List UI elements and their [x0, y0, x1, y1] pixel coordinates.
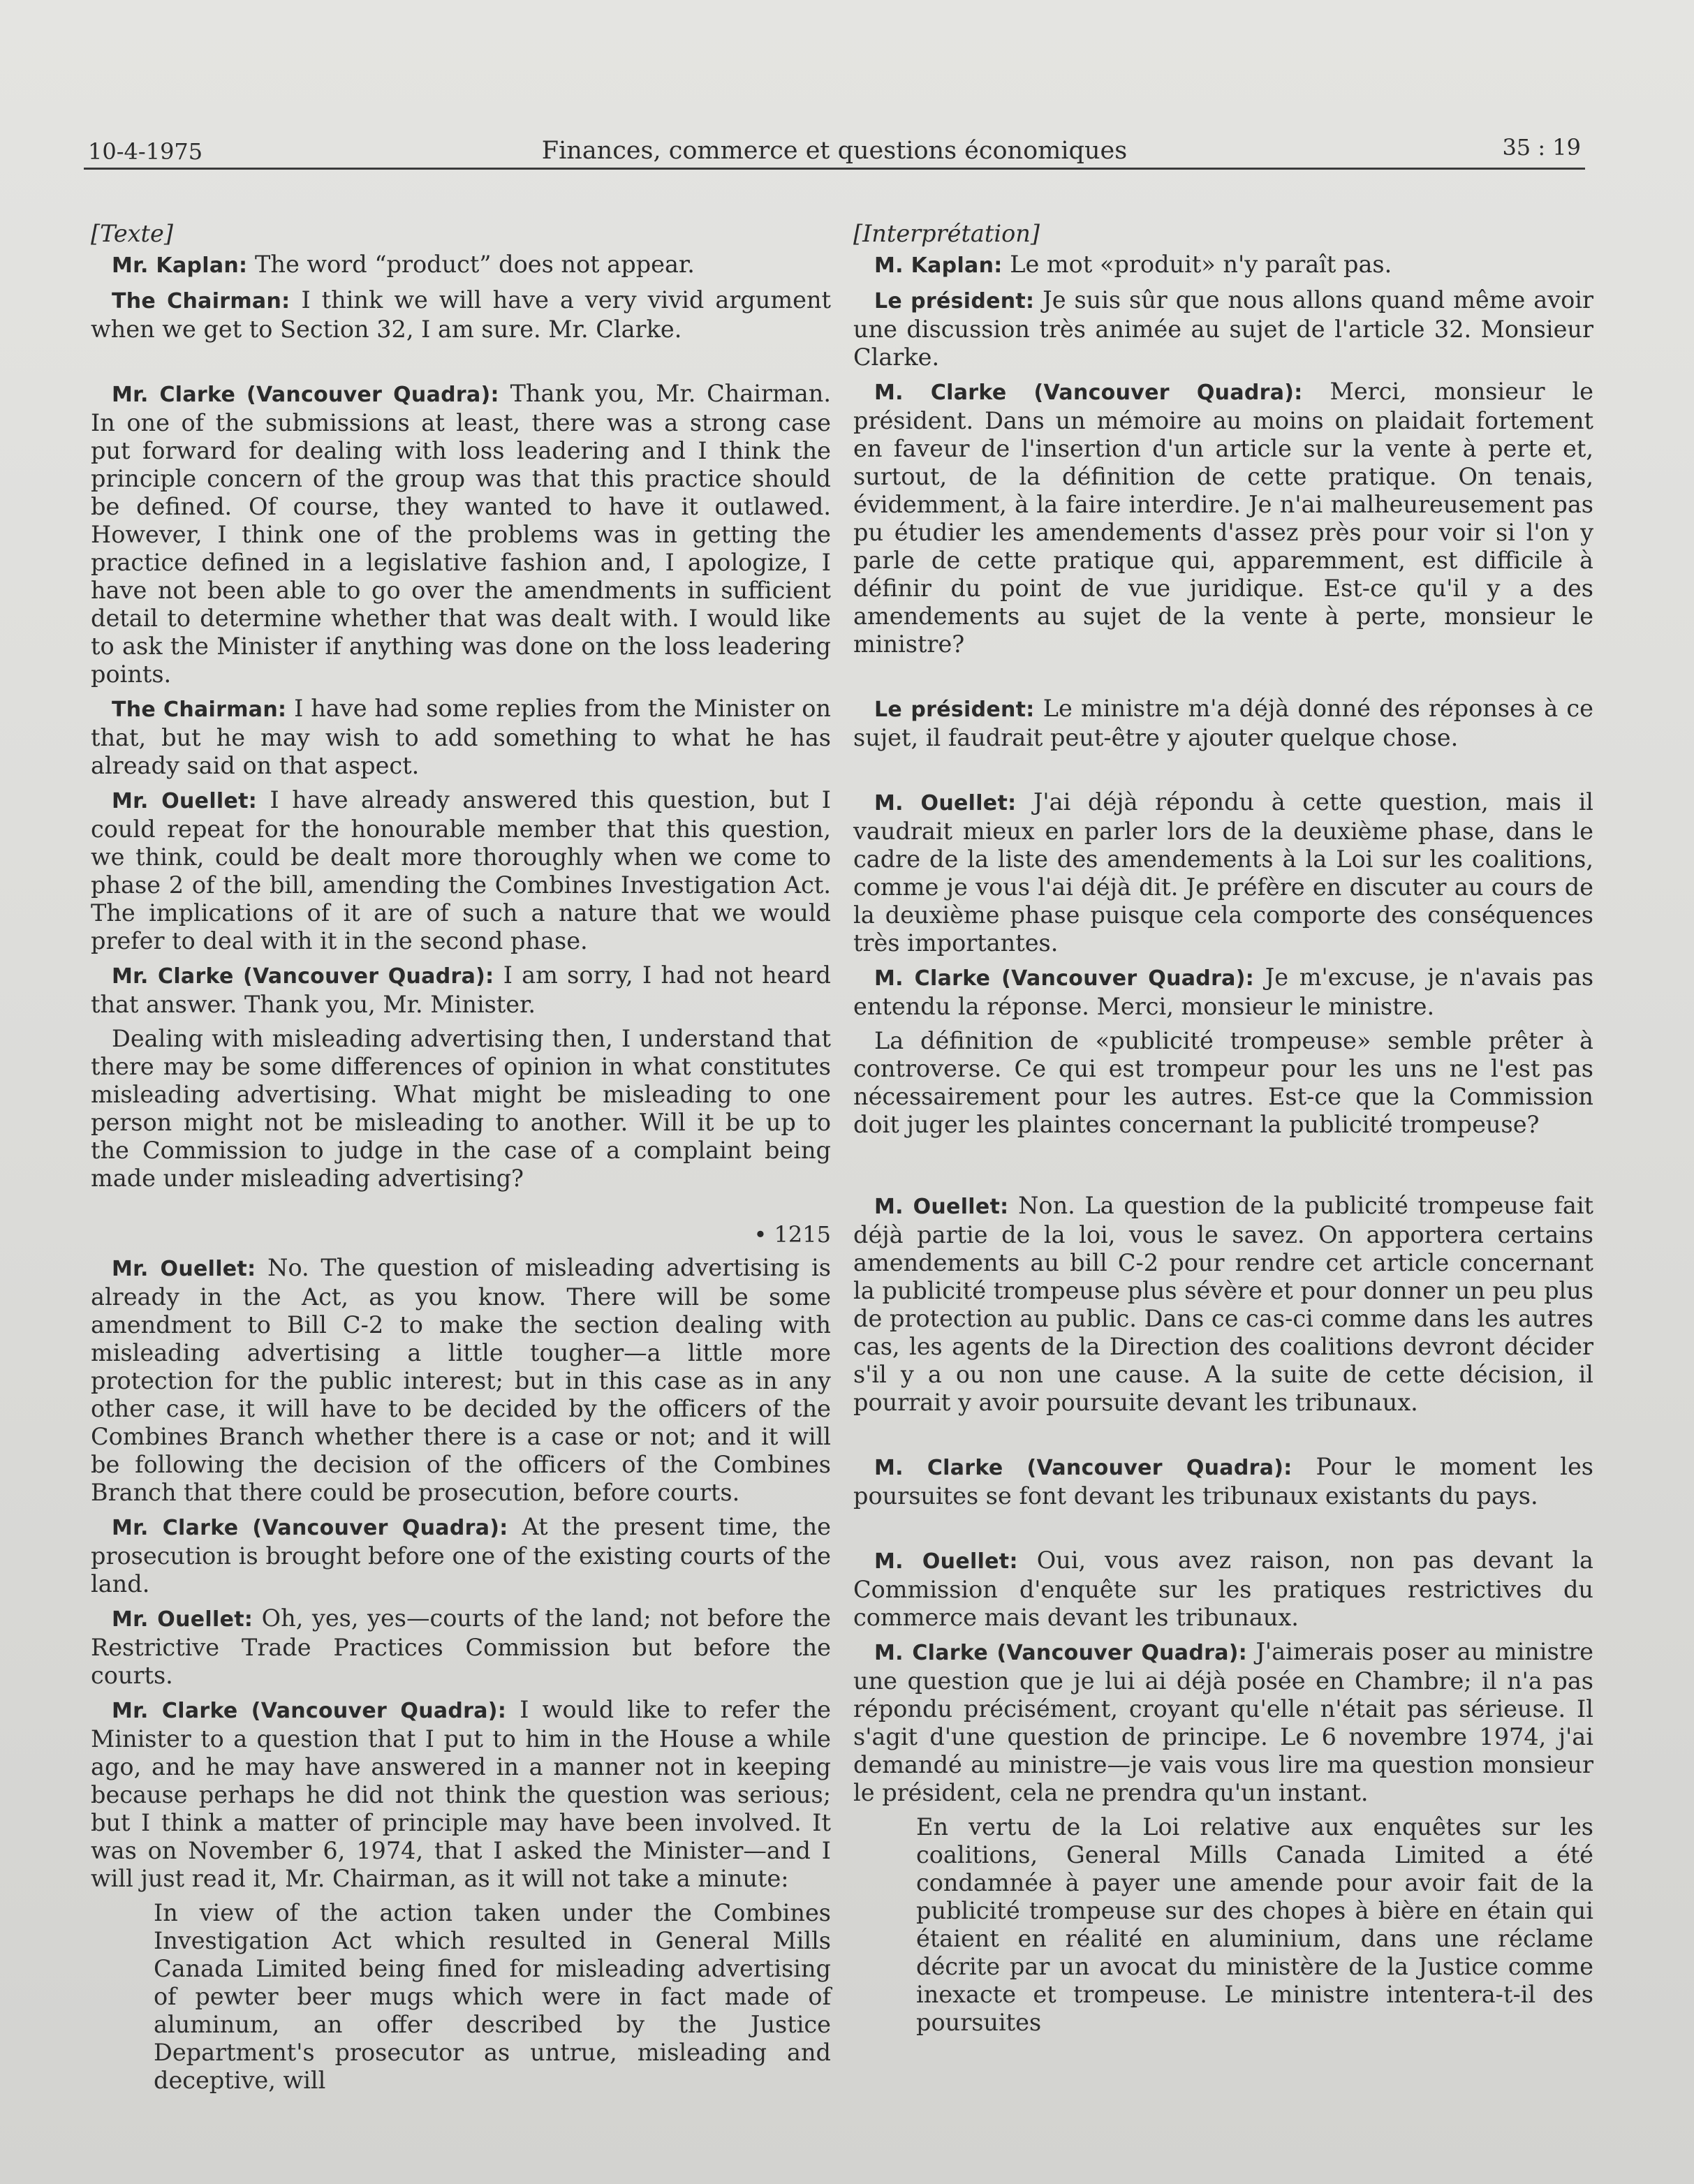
- paragraph: [853, 695, 1593, 752]
- speaker-name: M. Clarke (Vancouver Quadra):: [874, 1456, 1292, 1480]
- page-header: [84, 126, 1585, 170]
- speaker-name: The Chairman:: [112, 289, 290, 313]
- speaker-name: M. Ouellet:: [874, 791, 1017, 816]
- speech-text: Merci, monsieur le président. Dans un mémoire au moins on plaidait fortement en faveur de l'insertion d'un article sur la vente à perte et, surtout, de la définition de cette pratique. On tenais, évidemment, à la faire interdire. Je n'ai malheureusement pas pu étudier les amendements d'assez près pour voir si l'on y parle de cette pratique qui, apparemment, est difficile à définir du point de vue juridique. Est-ce qu'il y a des amendements au sujet de la vente à perte, monsieur le ministre?: [853, 378, 1593, 658]
- speech-text: No. The question of misleading advertising is already in the Act, as you know. There will be some amendment to Bill C-2 to make the section dealing with misleading advertising a little tougher—a little more protection for the public interest; but in this case as in any other case, it will have to be decided by the officers of the Combines Branch whether there is a case or not; and it will be following the decision of the officers of the Combines Branch that there could be prosecution, before courts.: [91, 1254, 831, 1506]
- paragraph: Dealing with misleading advertising then, I understand that there may be some differences of opinion in what constitutes misleading advertising. What might be misleading to one person might not be misleading to another. Will it be up to the Commission to judge in the case of a complaint being made under misleading advertising?: [91, 1025, 831, 1192]
- speech-text: Oui, vous avez raison, non pas devant la Commission d'enquête sur les pratiques restrictives du commerce mais devant les tribunaux.: [853, 1547, 1594, 1631]
- paragraph: [853, 1192, 1593, 1417]
- speaker-name: Mr. Clarke (Vancouver Quadra):: [112, 964, 494, 989]
- paragraph: [91, 1696, 831, 1893]
- speaker-name: The Chairman:: [112, 698, 287, 722]
- speech-text: I am sorry, I had not heard that answer. Thank you, Mr. Minister.: [91, 961, 831, 1018]
- speaker-name: Mr. Clarke (Vancouver Quadra):: [112, 1699, 507, 1723]
- paragraph: [853, 1638, 1593, 1807]
- header-date: 10-4-1975: [88, 138, 203, 165]
- paragraph: [853, 1453, 1593, 1510]
- paragraph: [91, 695, 831, 780]
- speech-text: J'aimerais poser au ministre une question que je lui ai déjà posée en Chambre; il n'a pas répondu précisément, croyant qu'elle n'était pas sérieuse. Il s'agit d'une question de principe. Le 6 novembre 1974, j'ai demandé au ministre—je vais vous lire ma question monsieur le président, cela ne prendra qu'un instant.: [853, 1638, 1593, 1806]
- paragraph: La définition de «publicité trompeuse» semble prêter à controverse. Ce qui est trompeur pour les uns ne l'est pas nécessairement pour les autres. Est-ce que la Commission doit juger les plaintes concernant la publicité trompeuse?: [853, 1027, 1593, 1138]
- paragraph: [91, 1254, 831, 1507]
- paragraph: [91, 380, 831, 688]
- speech-text: I think we will have a very vivid argument when we get to Section 32, I am sure. Mr. Clarke.: [91, 286, 831, 343]
- section-tag: [Texte]: [91, 220, 173, 247]
- speaker-name: M. Kaplan:: [874, 253, 1003, 278]
- speech-text: Je suis sûr que nous allons quand même avoir une discussion très animée au sujet de l'article 32. Monsieur Clarke.: [853, 286, 1593, 371]
- speech-text: I have had some replies from the Minister on that, but he may wish to add something to what he has already said on that aspect.: [91, 695, 831, 779]
- paragraph: [91, 1513, 831, 1598]
- french-column: [853, 220, 1593, 2044]
- speaker-name: Mr. Ouellet:: [112, 789, 258, 813]
- speech-text: Le mot «produit» n'y paraît pas.: [1002, 251, 1392, 278]
- paragraph: [853, 286, 1593, 371]
- speaker-name: Mr. Ouellet:: [112, 1607, 253, 1632]
- header-page-number: 35 : 19: [1502, 134, 1581, 161]
- speaker-name: Le président:: [874, 289, 1035, 313]
- speech-text: Thank you, Mr. Chairman. In one of the submissions at least, there was a strong case put forward for dealing with loss leadering and I think the principle concern of the group was that this practice should be defined. Of course, they wanted to have it outlawed. However, I think one of the problems was in getting the practice defined in a legislative fashion and, I apologize, I have not been able to go over the amendments in sufficient detail to determine whether that was dealt with. I would like to ask the Minister if anything was done on the loss leadering points.: [91, 380, 831, 688]
- paragraph: [91, 286, 831, 344]
- speaker-name: Mr. Clarke (Vancouver Quadra):: [112, 1516, 508, 1540]
- speaker-name: M. Clarke (Vancouver Quadra):: [874, 1641, 1248, 1665]
- speech-text: Non. La question de la publicité trompeuse fait déjà partie de la loi, vous le savez. On apportera certains amendements au bill C-2 pour rendre cet article concernant la publicité trompeuse plus sévère et pour donner un peu plus de protection au public. Dans ce cas-ci comme dans les autres cas, les agents de la Direction des coalitions devront décider s'il y a ou non une cause. A la suite de cette décision, il pourrait y avoir poursuite devant les tribunaux.: [853, 1192, 1594, 1416]
- speech-text: Pour le moment les poursuites se font devant les tribunaux existants du pays.: [853, 1453, 1594, 1510]
- paragraph: [91, 251, 831, 280]
- paragraph: [853, 378, 1593, 658]
- paragraph: [853, 1547, 1593, 1632]
- speech-text: J'ai déjà répondu à cette question, mais il vaudrait mieux en parler lors de la deuxième phase, dans le cadre de la liste des amendements à la Loi sur les coalitions, comme je vous l'ai déjà dit. Je préfère en discuter au cours de la deuxième phase puisque cela comporte des conséquences très importantes.: [853, 788, 1594, 957]
- header-title: Finances, commerce et questions économiques: [541, 137, 1128, 165]
- speaker-name: Mr. Kaplan:: [112, 253, 248, 278]
- speech-text: I have already answered this question, but I could repeat for the honourable member that this question, we think, could be dealt more thoroughly when we come to phase 2 of the bill, amending the Combines Investigation Act. The implications of it are of such a nature that we would prefer to deal with it in the second phase.: [91, 786, 831, 954]
- speech-text: The word “product” does not appear.: [247, 251, 695, 278]
- paragraph: [91, 1604, 831, 1690]
- paragraph: [91, 786, 831, 955]
- paragraph: [91, 961, 831, 1019]
- paragraph: [853, 251, 1593, 280]
- speech-text: Oh, yes, yes—courts of the land; not before the Restrictive Trade Practices Commission but before the courts.: [91, 1604, 831, 1689]
- speaker-name: M. Clarke (Vancouver Quadra):: [874, 381, 1303, 405]
- section-tag: [Interprétation]: [853, 220, 1040, 247]
- english-column: [91, 220, 831, 2102]
- block-quote: In view of the action taken under the Combines Investigation Act which resulted in General Mills Canada Limited being fined for misleading advertising of pewter beer mugs which were in fact made of aluminum, an offer described by the Justice Department's prosecutor as untrue, misleading and deceptive, will: [154, 1899, 831, 2094]
- speaker-name: Le président:: [874, 698, 1035, 722]
- speaker-name: M. Clarke (Vancouver Quadra):: [874, 966, 1255, 991]
- speaker-name: Mr. Clarke (Vancouver Quadra):: [112, 383, 499, 407]
- speaker-name: M. Ouellet:: [874, 1195, 1009, 1219]
- speech-text: Le ministre m'a déjà donné des réponses à ce sujet, il faudrait peut-être y ajouter quelque chose.: [853, 695, 1593, 751]
- time-marker: • 1215: [753, 1221, 831, 1248]
- speech-text: Je m'excuse, je n'avais pas entendu la réponse. Merci, monsieur le ministre.: [853, 964, 1594, 1020]
- paragraph: [853, 788, 1593, 957]
- speech-text: At the present time, the prosecution is brought before one of the existing courts of the land.: [91, 1513, 831, 1598]
- speaker-name: M. Ouellet:: [874, 1549, 1018, 1574]
- speaker-name: Mr. Ouellet:: [112, 1257, 256, 1281]
- block-quote: En vertu de la Loi relative aux enquêtes sur les coalitions, General Mills Canada Limited a été condamnée à payer une amende pour avoir fait de la publicité trompeuse sur des chopes à bière en étain qui étaient en réalité en aluminium, dans une réclame décrite par un avocat du ministère de la Justice comme inexacte et trompeuse. Le ministre intentera-t-il des poursuites: [916, 1813, 1593, 2036]
- speech-text: I would like to refer the Minister to a question that I put to him in the House a while ago, and he may have answered in a manner not in keeping because perhaps he did not think the question was serious; but I think a matter of principle may have been involved. It was on November 6, 1974, that I asked the Minister—and I will just read it, Mr. Chairman, as it will not take a minute:: [91, 1696, 831, 1892]
- paragraph: [853, 964, 1593, 1021]
